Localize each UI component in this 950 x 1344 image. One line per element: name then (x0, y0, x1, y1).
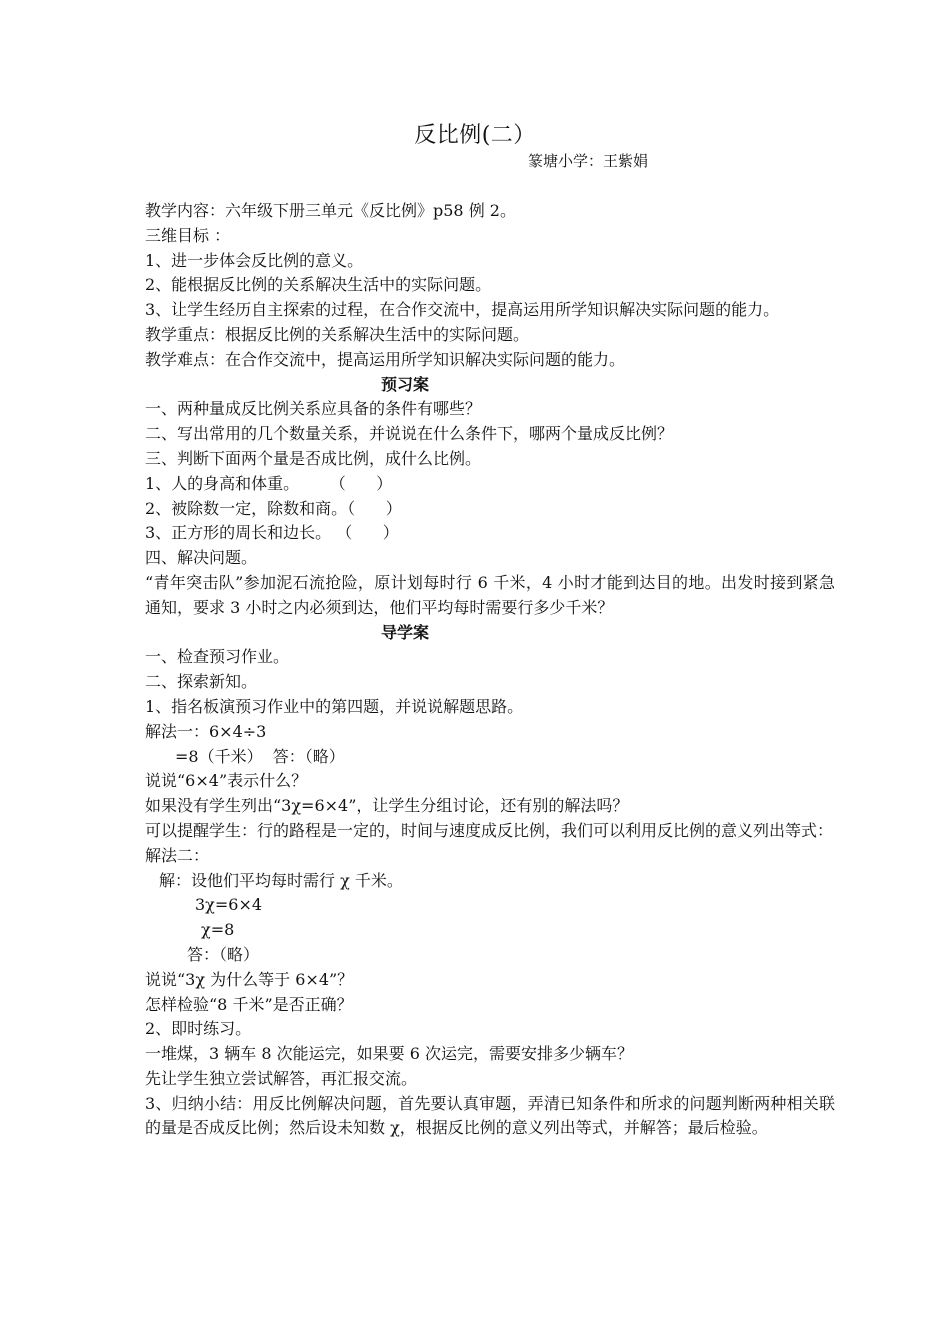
goal-1: 1、进一步体会反比例的意义。 (145, 250, 364, 270)
if-none-line: 如果没有学生列出“3χ=6×4”，让学生分组讨论，还有别的解法吗？ (145, 796, 629, 816)
key-point: 教学重点：根据反比例的关系解决生活中的实际问题。 (145, 324, 530, 344)
solution2-line2: 3χ=6×4 (195, 895, 263, 915)
preview-q4: 四、解决问题。 (145, 548, 258, 568)
solution2-label: 解法二： (145, 845, 210, 865)
author-line: 篆塘小学：王紫娟 (528, 152, 649, 170)
guide-heading: 导学案 (381, 622, 430, 642)
problem-text: “青年突击队”参加泥石流抢险，原计划每时行 6 千米，4 小时才能到达目的地。出发时接到紧急通知，要求 3 小时之内必须到达，他们平均每时需要行多少千米？ (145, 572, 835, 617)
goal-3: 3、让学生经历自主探索的过程，在合作交流中，提高运用所学知识解决实际问题的能力。 (145, 300, 780, 320)
teaching-content: 教学内容：六年级下册三单元《反比例》p58 例 2。 (145, 201, 516, 220)
solution2-line1: 解：设他们平均每时需行 χ 千米。 (159, 870, 403, 890)
preview-q3-item1: 1、人的身高和体重。 （ ） (145, 473, 393, 493)
solution1-line1: 解法一：6×4÷3 (145, 721, 267, 741)
solution2-answer: 答：（略） (187, 944, 260, 964)
preview-q3-item2: 2、被除数一定，除数和商。（ ） (145, 498, 402, 518)
guide-step2: 二、探索新知。 (145, 672, 258, 692)
preview-q3: 三、判断下面两个量是否成比例，成什么比例。 (145, 448, 482, 468)
remind-line: 可以提醒学生：行的路程是一定的，时间与速度成反比例，我们可以利用反比例的意义列出等式： (145, 820, 834, 840)
check-question: 怎样检验“8 千米”是否正确？ (145, 994, 353, 1014)
summary-text: 3、归纳小结：用反比例解决问题，首先要认真审题，弄清已知条件和所求的问题判断两种相关联的量是否成反比例；然后设未知数 χ，根据反比例的意义列出等式，并解答；最后检验。 (145, 1093, 835, 1138)
solution2-line3: χ=8 (201, 920, 235, 940)
preview-q3-item3: 3、正方形的周长和边长。 （ ） (145, 523, 399, 543)
solution1-line2: =8（千米） 答：（略） (175, 746, 345, 766)
say-question2: 说说“3χ 为什么等于 6×4”？ (145, 969, 354, 989)
goal-2: 2、能根据反比例的关系解决生活中的实际问题。 (145, 275, 492, 295)
guide-step2-1: 1、指名板演预习作业中的第四题，并说说解题思路。 (145, 696, 524, 716)
exercise-note: 先让学生独立尝试解答，再汇报交流。 (145, 1068, 418, 1088)
preview-heading: 预习案 (381, 374, 430, 394)
document-title: 反比例(二） (414, 123, 536, 148)
say-question1: 说说“6×4”表示什么？ (145, 771, 308, 791)
exercise-text: 一堆煤，3 辆车 8 次能运完，如果要 6 次运完，需要安排多少辆车？ (145, 1044, 633, 1064)
difficulty: 教学难点：在合作交流中，提高运用所学知识解决实际问题的能力。 (145, 349, 626, 369)
document-body (145, 199, 835, 1141)
preview-q1: 一、两种量成反比例关系应具备的条件有哪些？ (145, 399, 482, 419)
goals-label: 三维目标 ： (145, 225, 231, 245)
guide-step2-2: 2、即时练习。 (145, 1019, 252, 1039)
guide-step1: 一、检查预习作业。 (145, 647, 290, 667)
preview-q2: 二、写出常用的几个数量关系，并说说在什么条件下，哪两个量成反比例？ (145, 424, 674, 444)
